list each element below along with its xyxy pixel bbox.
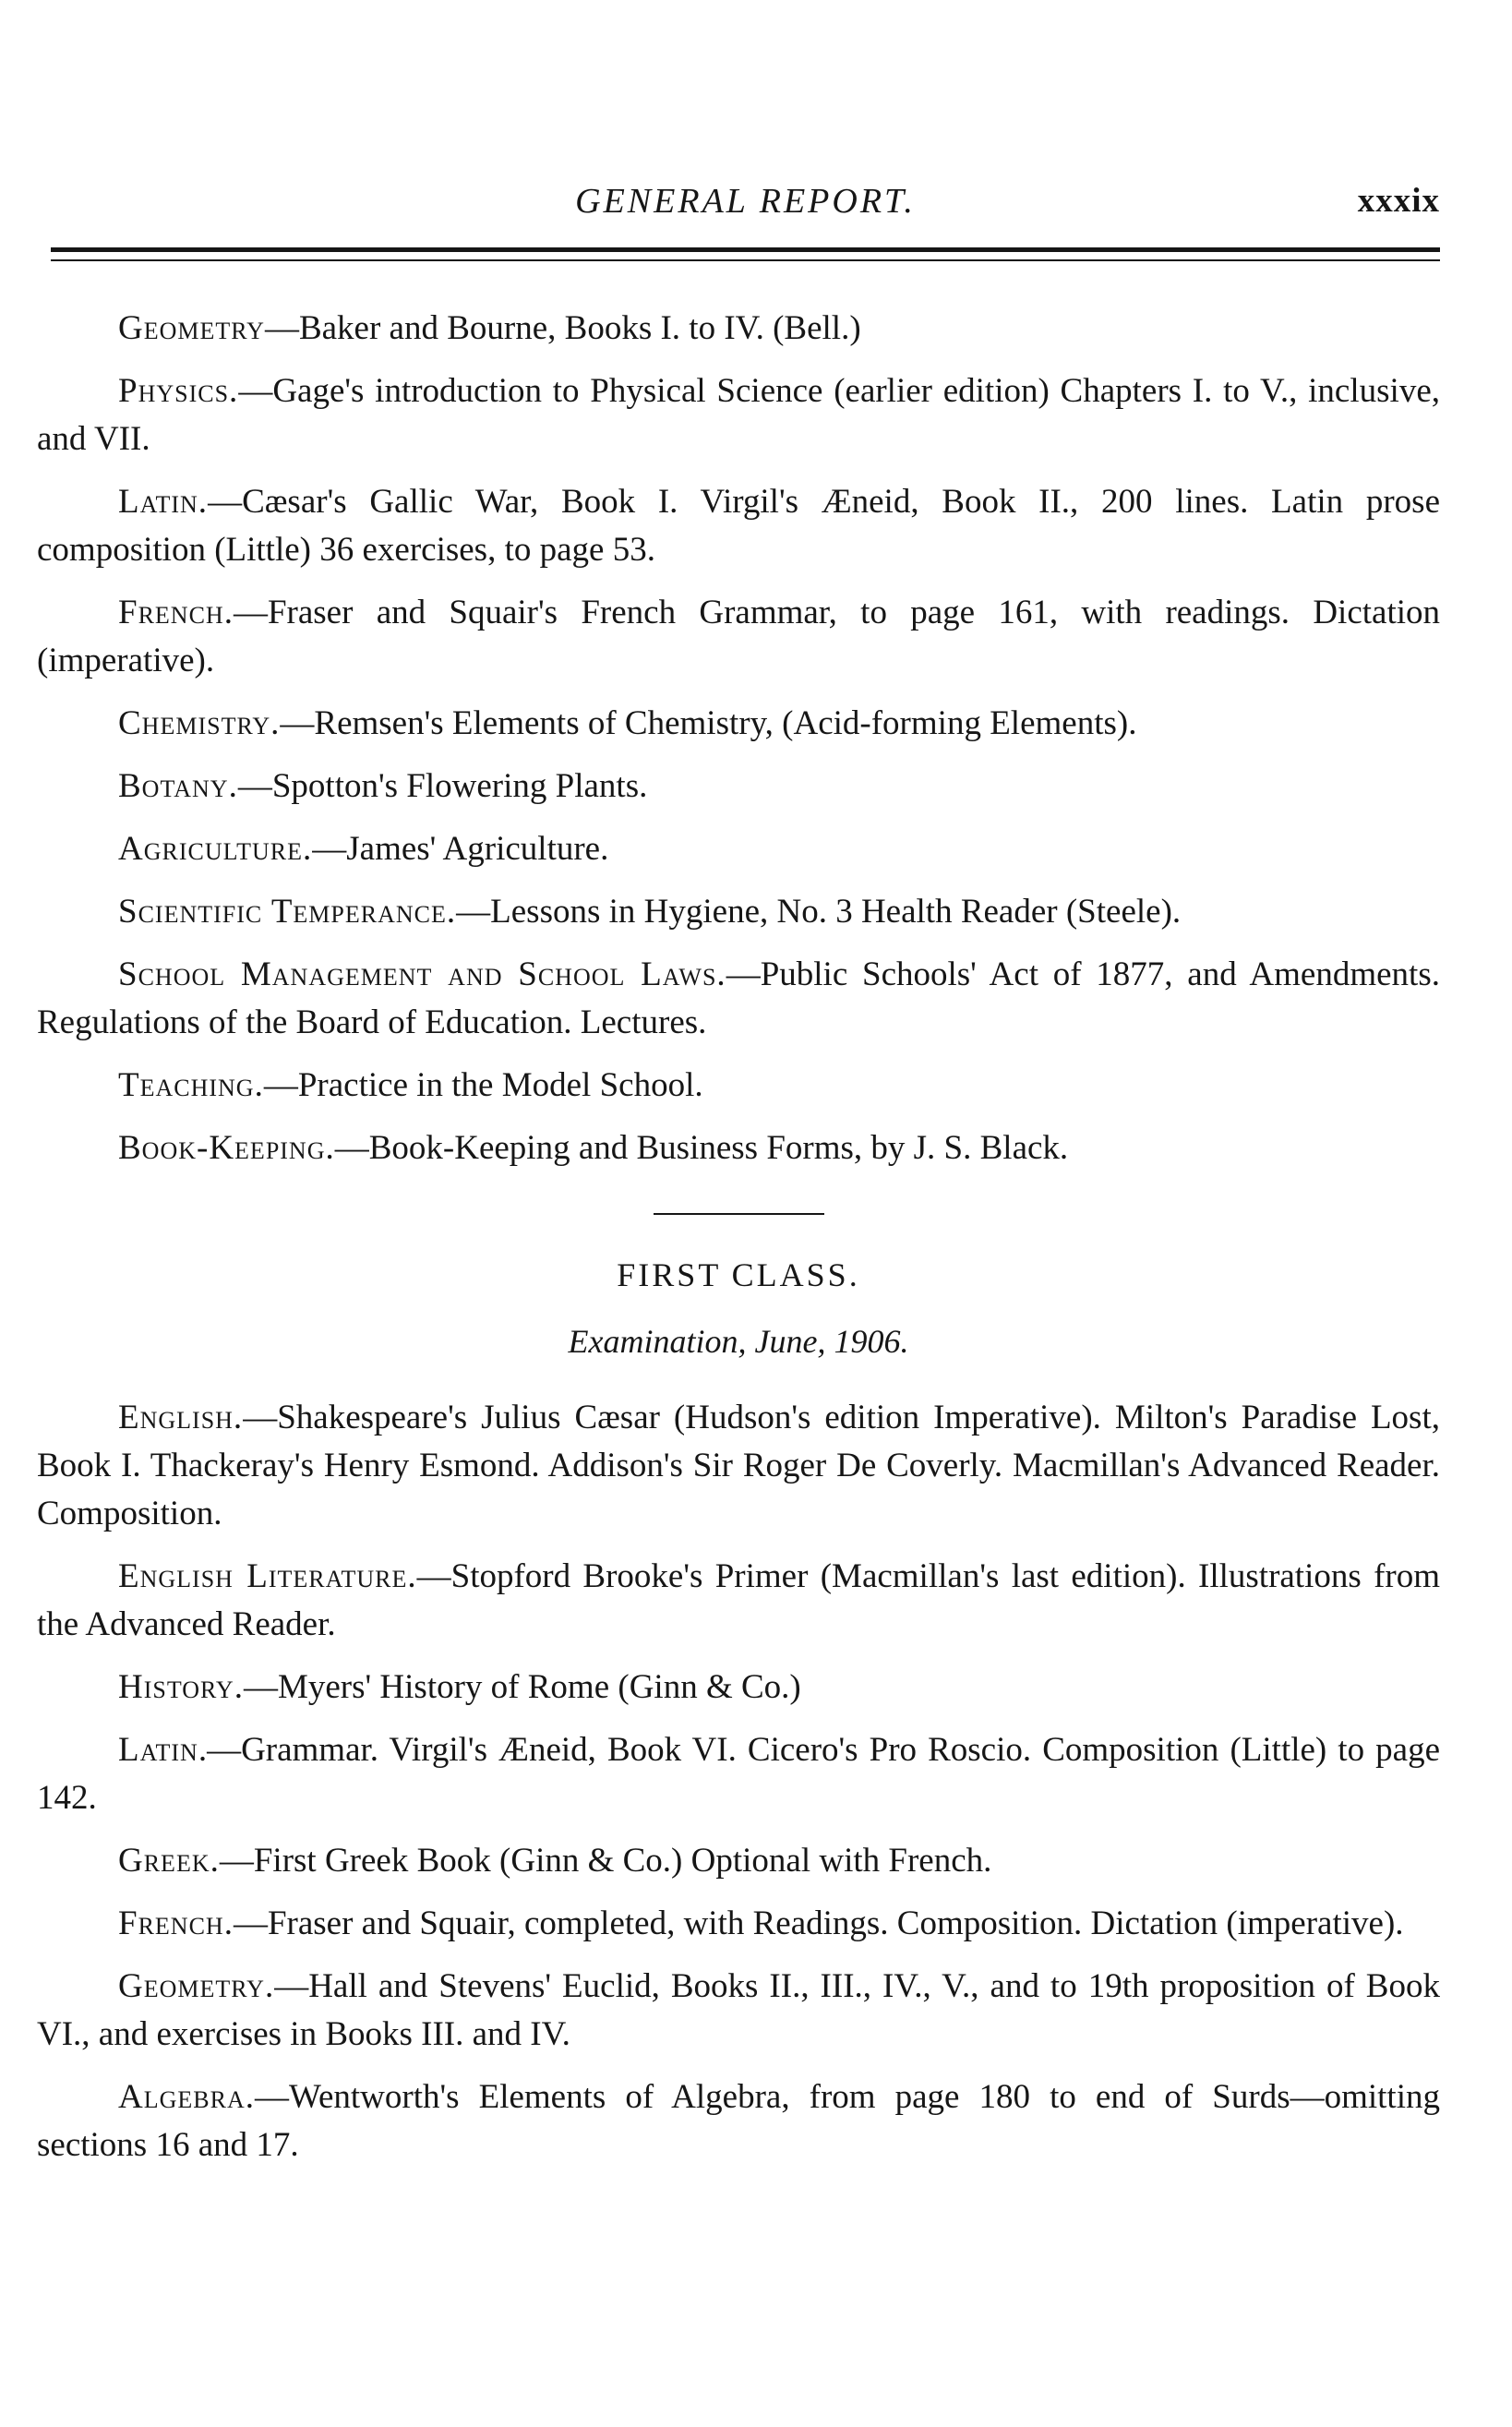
- running-header: [51, 181, 1440, 227]
- entry-subject: History.: [118, 1668, 244, 1706]
- entry-history: [37, 1664, 1440, 1712]
- entry-chemistry: [37, 700, 1440, 748]
- entry-subject: English Literature.: [118, 1557, 417, 1595]
- entry-subject: Geometry.: [118, 1967, 275, 2005]
- entry-text: —Hall and Stevens' Euclid, Books II., III., IV., V., and to 19th proposition of Book VI., and exercises in Books III. and IV.: [37, 1967, 1440, 2053]
- header-rule-thick: [51, 247, 1440, 252]
- entry-text: —Shakespeare's Julius Cæsar (Hudson's edition Imperative). Milton's Paradise Lost, Book I. Thackeray's Henry Esmond. Addison's Sir Roger De Coverly. Macmillan's Advanced Reader. Composition.: [37, 1399, 1440, 1532]
- entry-subject: Geometry: [118, 309, 265, 347]
- entry-text: —James' Agriculture.: [312, 830, 609, 868]
- entry-agriculture: [37, 825, 1440, 873]
- entry-text: —Gage's introduction to Physical Science (earlier edition) Chapters I. to V., inclusive, and VII.: [37, 372, 1440, 458]
- entry-subject: Latin: [118, 1731, 198, 1769]
- entry-english: [37, 1394, 1440, 1538]
- entry-subject: Algebra.: [118, 2078, 255, 2116]
- entry-french-first-class: [37, 1900, 1440, 1948]
- entry-teaching: [37, 1062, 1440, 1110]
- entry-text: —Public Schools' Act of 1877, and Amendments. Regulations of the Board of Education. Lectures.: [37, 955, 1440, 1041]
- entry-latin: [37, 478, 1440, 574]
- entry-text: —Practice in the Model School.: [263, 1066, 703, 1104]
- entry-school-management: [37, 951, 1440, 1047]
- entry-subject: Greek.: [118, 1842, 220, 1880]
- entry-text: —Fraser and Squair, completed, with Readings. Composition. Dictation (imperative).: [233, 1904, 1404, 1942]
- entry-text: —Wentworth's Elements of Algebra, from page 180 to end of Surds—omitting sections 16 and 17.: [37, 2078, 1440, 2164]
- entry-greek: [37, 1837, 1440, 1885]
- entry-text: —Spotton's Flowering Plants.: [237, 767, 648, 805]
- entry-geometry: [37, 305, 1440, 353]
- entry-subject: Teaching.: [118, 1066, 264, 1104]
- section-title: FIRST CLASS.: [617, 1256, 860, 1293]
- entry-book-keeping: [37, 1124, 1440, 1172]
- entry-text: .—Grammar. Virgil's Æneid, Book VI. Cicero's Pro Roscio. Composition (Little) to page 142.: [37, 1731, 1440, 1817]
- entry-subject: Agriculture.: [118, 830, 313, 868]
- entry-subject: Physics.: [118, 372, 239, 410]
- entry-geometry-first-class: [37, 1963, 1440, 2059]
- page-body: [37, 305, 1440, 2184]
- entry-subject: Scientific Temperance.: [118, 893, 457, 931]
- entry-subject: Book-Keeping.: [118, 1129, 335, 1167]
- entry-text: —Cæsar's Gallic War, Book I. Virgil's Æneid, Book II., 200 lines. Latin prose composition (Little) 36 exercises, to page 53.: [37, 483, 1440, 569]
- entry-scientific-temperance: [37, 888, 1440, 936]
- bottom-entries: [37, 1394, 1440, 2169]
- header-rule-thin: [51, 259, 1440, 261]
- section-divider: [654, 1213, 824, 1215]
- entry-subject: English.: [118, 1399, 244, 1436]
- entry-english-literature: [37, 1553, 1440, 1649]
- entry-text: —Stopford Brooke's Primer (Macmillan's last edition). Illustrations from the Advanced Reader.: [37, 1557, 1440, 1643]
- entry-text: —Book-Keeping and Business Forms, by J. S. Black.: [334, 1129, 1069, 1167]
- entry-botany: [37, 763, 1440, 811]
- entry-french: [37, 589, 1440, 685]
- entry-latin-first-class: [37, 1726, 1440, 1822]
- entry-text: —Remsen's Elements of Chemistry, (Acid-forming Elements).: [280, 704, 1137, 742]
- entry-algebra: [37, 2073, 1440, 2169]
- entry-subject: Chemistry.: [118, 704, 281, 742]
- top-entries: [37, 305, 1440, 1172]
- entry-text: —Baker and Bourne, Books I. to IV. (Bell.): [264, 309, 861, 347]
- section-subtitle: Examination, June, 1906.: [568, 1323, 909, 1360]
- entry-text: —Lessons in Hygiene, No. 3 Health Reader (Steele).: [456, 893, 1182, 931]
- entry-subject: French.: [118, 594, 234, 631]
- entry-text: —First Greek Book (Ginn & Co.) Optional with French.: [219, 1842, 992, 1880]
- entry-subject: Latin.: [118, 483, 209, 521]
- entry-physics: [37, 367, 1440, 463]
- header-title: GENERAL REPORT.: [575, 182, 916, 221]
- entry-text: —Myers' History of Rome (Ginn & Co.): [243, 1668, 801, 1706]
- entry-text: —Fraser and Squair's French Grammar, to page 161, with readings. Dictation (imperative).: [37, 594, 1440, 679]
- page-number: xxxix: [1357, 182, 1440, 220]
- entry-subject: French.: [118, 1904, 234, 1942]
- entry-subject: School Management and School Laws.: [118, 955, 726, 993]
- entry-subject: Botany.: [118, 767, 238, 805]
